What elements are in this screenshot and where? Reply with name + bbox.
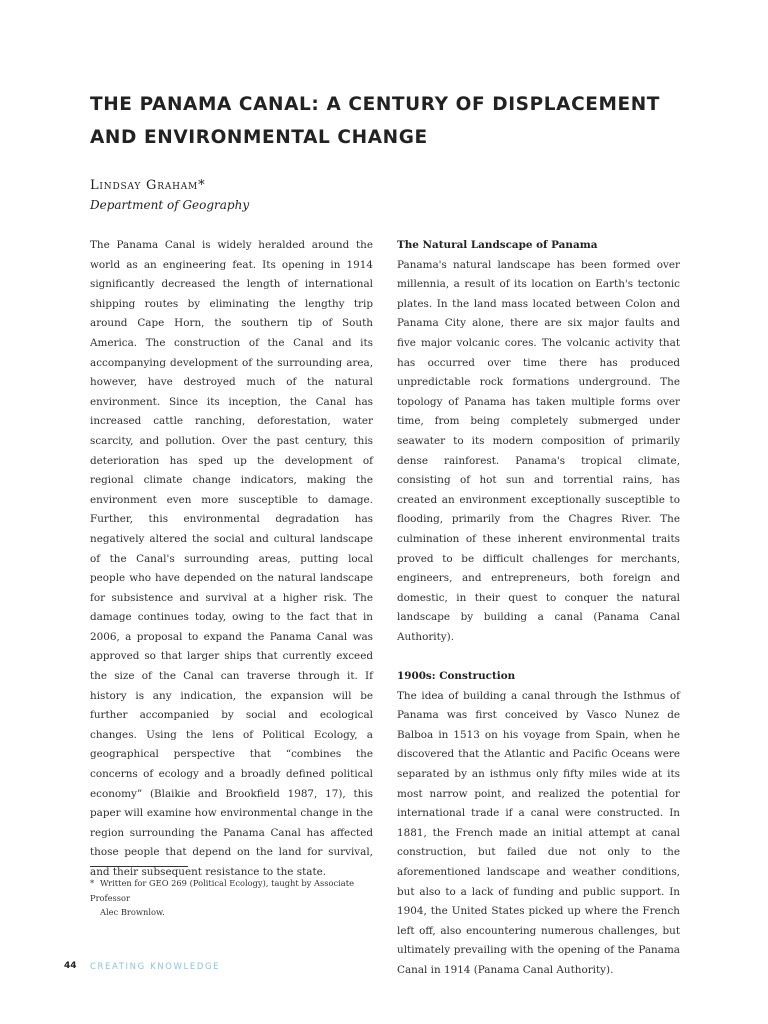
right-column bbox=[397, 236, 680, 981]
title-bold-part: THE PANAMA CANAL: bbox=[90, 94, 320, 115]
section-heading-construction: 1900s: Construction bbox=[397, 670, 516, 683]
section-heading-natural-landscape: The Natural Landscape of Panama bbox=[397, 239, 598, 251]
footnote-marker: * bbox=[90, 878, 95, 888]
abstract-paragraph: The Panama Canal is widely heralded around the world as an engineering feat. Its opening in 1914 significantly decreased the length of international shipping routes by eliminating the lengthy trip around Cape Horn, the southern tip of South America. The construction of the Canal and its accompanying development of the surrounding area, however, have destroyed much of the natural environment. Since its inception, the Canal has increased cattle ranching, deforestation, water scarcity, and pollution. Over the past century, this deterioration has sped up the development of regional climate change indicators, making the environment even more susceptible to damage. Further, this environmental degradation has negatively altered the social and cultural landscape of the Canal's surrounding areas, putting local people who have depended on the natural landscape for subsistence and survival at a higher risk. The damage continues today, owing to the fact that in 2006, a proposal to expand the Panama Canal was approved so that larger ships that currently exceed the size of the Canal can traverse through it. If history is any indication, the expansion will be further accompanied by social and ecological changes. Using the lens of Political Ecology, a geographical perspective that “combines the concerns of ecology and a broadly defined political economy” (Blaikie and Brookfield 1987, 17), this paper will examine how environmental change in the region surrounding the Panama Canal has affected those people that depend on the land for survival, and their subsequent resistance to the state. bbox=[90, 239, 373, 878]
author-name: Lindsay Graham* bbox=[90, 178, 206, 193]
footnote-divider bbox=[90, 866, 188, 867]
article-title bbox=[90, 88, 710, 154]
section-body-natural-landscape: Panama's natural landscape has been formed over millennia, a result of its location on Earth's tectonic plates. In the land mass located between Colon and Panama City alone, there are six major faults and five major volcanic cores. The volcanic activity that has occurred over time there has produced unpredictable rock formations underground. The topology of Panama has taken multiple forms over time, from being completely submerged under seawater to its modern composition of primarily dense rainforest. Panama's tropical climate, consisting of hot sun and torrential rains, has created an environment exceptionally susceptible to flooding, primarily from the Chagres River. The culmination of these inherent environmental traits proved to be difficult challenges for merchants, engineers, and entrepreneurs, both foreign and domestic, in their quest to conquer the natural landscape by building a canal (Panama Canal Authority). bbox=[397, 258, 680, 643]
left-column bbox=[90, 236, 373, 883]
footnote-line-1: Written for GEO 269 (Political Ecology), taught by Associate Professor bbox=[90, 878, 354, 903]
running-head: CREATING KNOWLEDGE bbox=[90, 962, 221, 972]
page-number: 44 bbox=[64, 961, 77, 971]
section-body-construction: The idea of building a canal through the Isthmus of Panama was first conceived by Vasco Nunez de Balboa in 1513 on his voyage from Spain, when he discovered that the Atlantic and Pacific Oceans were separated by an isthmus only fifty miles wide at its most narrow point, and realized the potential for international trade if a canal were constructed. In 1881, the French made an initial attempt at canal construction, but failed due not only to the aforementioned landscape and weather conditions, but also to a lack of funding and public support. In 1904, the United States picked up where the French left off, also encountering numerous challenges, but ultimately prevailing with the opening of the Panama Canal in 1914 (Panama Canal Authority). bbox=[397, 689, 680, 976]
section-spacer bbox=[397, 647, 680, 667]
footnote-line-2: Alec Brownlow. bbox=[100, 907, 165, 917]
author-department: Department of Geography bbox=[90, 198, 250, 212]
title-rest-part: A CENTURY OF DISPLACEMENT AND ENVIRONMENTAL CHANGE bbox=[90, 94, 661, 148]
footnote bbox=[90, 876, 380, 920]
